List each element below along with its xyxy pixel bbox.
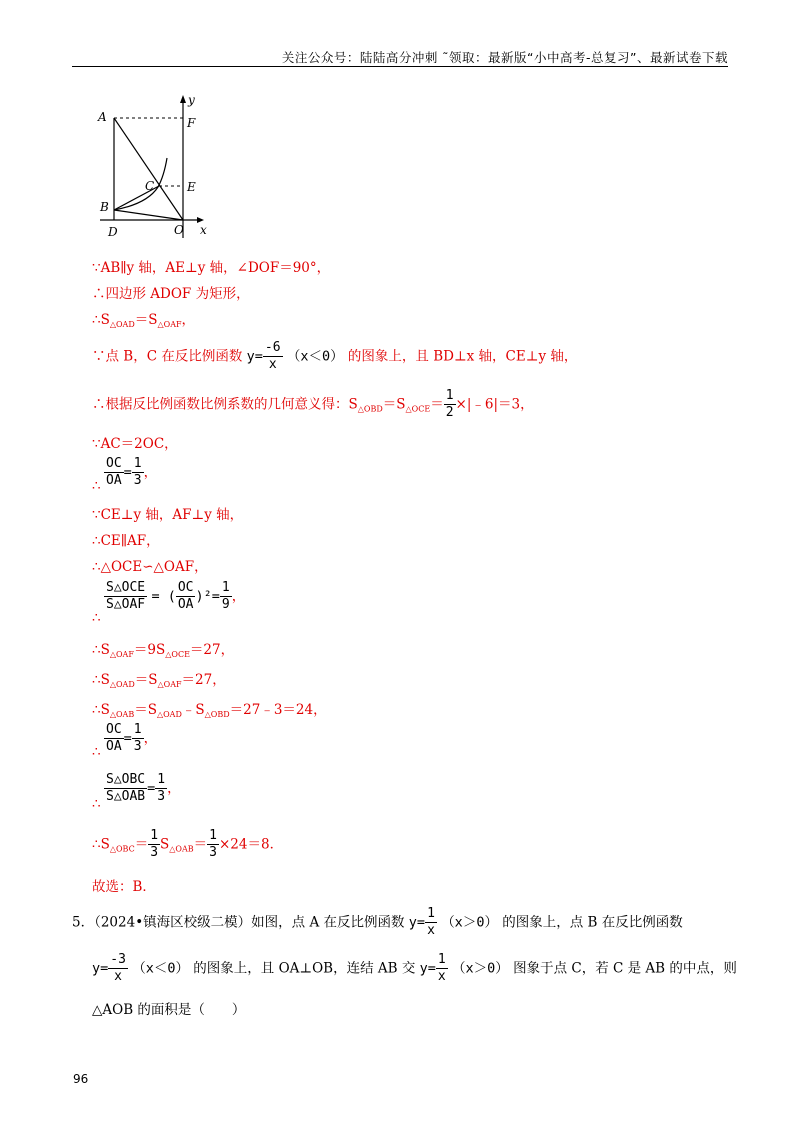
solution-line-8: ∵CE⊥y 轴，AF⊥y 轴， — [92, 507, 244, 523]
label-c: C — [145, 179, 155, 193]
solution-line-1: ∵AB∥y 轴，AE⊥y 轴，∠DOF＝90°， — [92, 260, 331, 276]
fraction: $\frac{-3}{x}$ — [110, 952, 126, 985]
fraction: $\frac{1}{3}$ — [133, 722, 142, 755]
solution-line-9: ∴CE∥AF， — [92, 533, 160, 549]
fraction: $\frac{1}{2}$ — [445, 388, 454, 421]
question-line-2: y= $\frac{-3}{x}$ （x＜0） 的图象上，且 OA⊥OB，连结 AB 交 y= $\frac{1}{x}$ （x＞0） 图象于点 C，若 C 是 AB 的中点，则 — [92, 952, 737, 985]
question-line-3: △AOB 的面积是（ ） — [92, 1002, 246, 1018]
fraction: $\frac{1}{3}$ — [209, 828, 217, 861]
page-number: 96 — [73, 1072, 89, 1086]
label-a: A — [98, 110, 107, 124]
solution-line-4: ∵点 B，C 在反比例函数 y= $\frac{-6}{x}$ （x＜0） 的图象上，且 BD⊥x 轴，CE⊥y 轴， — [92, 340, 578, 373]
solution-line-18: 故选：B． — [92, 879, 156, 895]
fraction: $\frac{OC}{OA}$ — [177, 580, 194, 613]
segment-bo — [114, 210, 183, 220]
solution-line-12: $\therefore S_{\triangle OAF}=9S_{\triangle OCE}=27$， — [92, 642, 235, 659]
fraction: $\frac{\text{S△OBC}}{\text{S△OAB}}$ — [106, 772, 146, 805]
solution-line-7: ∴ $\frac{OC}{OA}$ = $\frac{1}{3}$ ， — [92, 456, 158, 494]
fraction: $\frac{1}{3}$ — [157, 772, 166, 805]
geometry-figure — [92, 90, 222, 240]
solution-line-13: $\therefore S_{\triangle OAD}=S_{\triangle OAF}=27$， — [92, 672, 226, 689]
fraction: $\frac{1}{x}$ — [427, 906, 435, 939]
label-f: F — [187, 116, 196, 130]
solution-line-3: $\therefore S_{\triangle OAD}=S_{\triangle OAF}$， — [92, 312, 196, 329]
fraction: $\frac{1}{9}$ — [221, 580, 230, 613]
solution-line-15: ∴ $\frac{OC}{OA}$ = $\frac{1}{3}$ ， — [92, 722, 158, 760]
label-y: y — [188, 93, 195, 107]
label-d: D — [108, 225, 118, 239]
fraction: $\frac{1}{3}$ — [150, 828, 159, 861]
solution-line-5: ∴根据反比例函数比例系数的几何意义得：$S_{\triangle OBD}=S_{\triangle OCE}=$ $\frac{1}{2}$ ×|﹣6|＝3， — [92, 388, 534, 421]
solution-line-6: ∵AC＝2OC， — [92, 436, 178, 452]
y-axis-arrow — [180, 95, 186, 103]
hyperbola-curve — [114, 158, 167, 210]
label-b: B — [100, 200, 109, 214]
solution-line-2: ∴四边形 ADOF 为矩形， — [92, 286, 250, 302]
fraction: $\frac{-6}{x}$ — [264, 340, 281, 373]
page-header — [72, 44, 728, 67]
fraction: $\frac{OC}{OA}$ — [106, 456, 122, 489]
solution-line-14: $\therefore S_{\triangle OAB}=S_{\triangle OAD}﹣S_{\triangle OBD}=27﹣3=24$， — [92, 702, 327, 719]
label-x: x — [200, 223, 207, 237]
header-text: 关注公众号：陆陆高分冲刺 ˜领取：最新版“小中高考-总复习”、最新试卷下载 — [281, 50, 728, 65]
label-e: E — [187, 180, 196, 194]
question-line-1: 5．（2024•镇海区校级二模）如图，点 A 在反比例函数 y= $\frac{1}{x}$ （x＞0） 的图象上，点 B 在反比例函数 — [72, 906, 683, 939]
fraction: $\frac{1}{3}$ — [133, 456, 142, 489]
fraction: $\frac{1}{x}$ — [437, 952, 446, 985]
solution-line-17: $\therefore S_{\triangle OBC}=$ $\frac{1}{3}$ $S_{\triangle OAB}=$ $\frac{1}{3}$ ×24＝8． — [92, 828, 284, 861]
solution-line-11: ∴ $\frac{\text{S△OCE}}{\text{S△OAF}}$ = ( $\frac{OC}{OA}$ )²= $\frac{1}{9}$ ， — [92, 580, 246, 626]
label-o: O — [174, 223, 184, 237]
fraction: $\frac{\text{S△OCE}}{\text{S△OAF}}$ — [106, 580, 146, 613]
solution-line-16: ∴ $\frac{\text{S△OBC}}{\text{S△OAB}}$ = $\frac{1}{3}$ ， — [92, 772, 181, 812]
fraction: $\frac{OC}{OA}$ — [106, 722, 122, 755]
solution-line-10: ∴△OCE∽△OAF， — [92, 559, 208, 575]
